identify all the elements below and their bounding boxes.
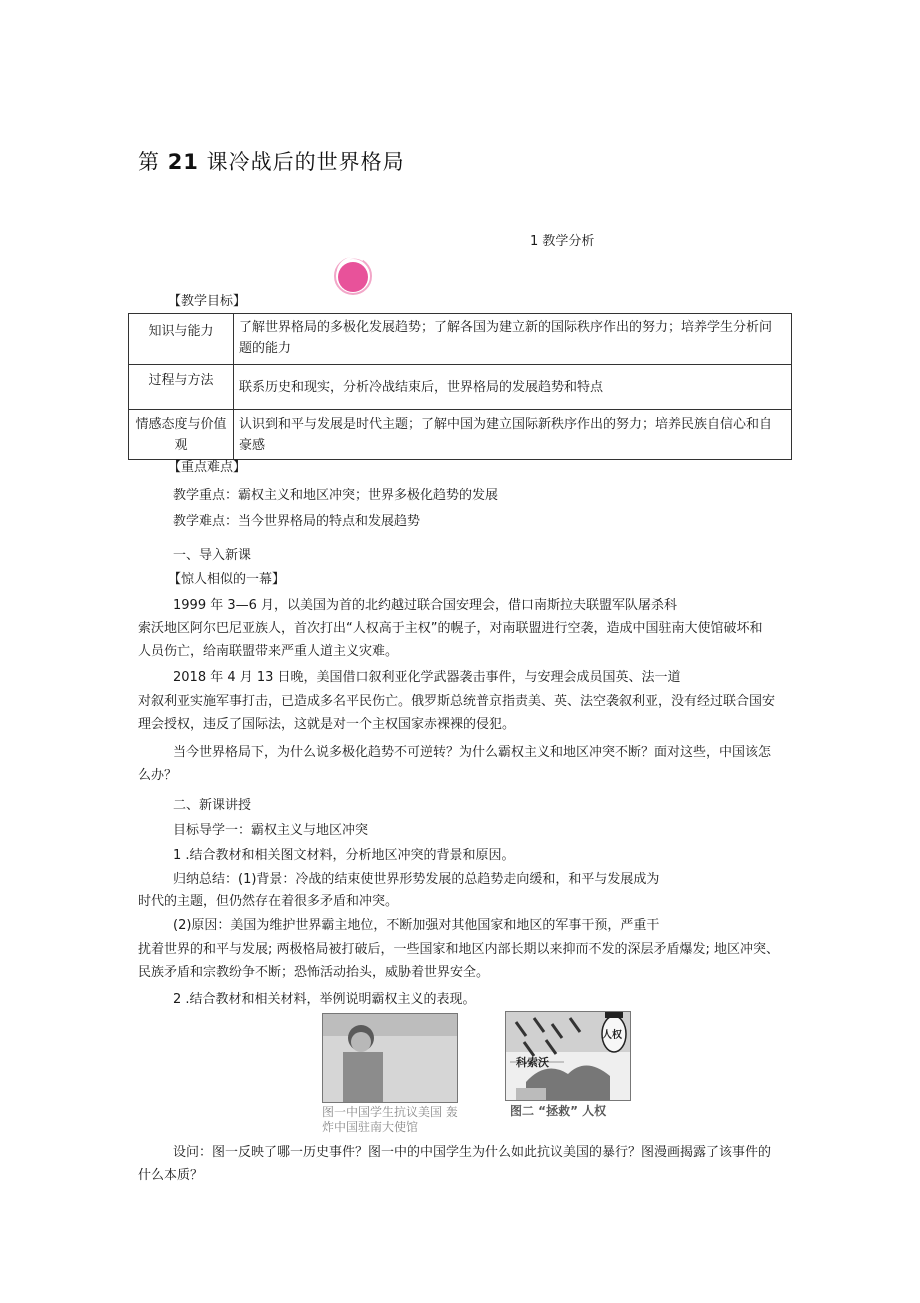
paragraph-line: 扰着世界的和平与发展; 两极格局被打破后，一些国家和地区内部长期以来抑而不发的深层矛盾爆发; 地区冲突、 (138, 942, 780, 957)
section-label: 1 教学分析 (530, 234, 595, 249)
protest-photo (322, 1013, 458, 1103)
intro-subheading: 【惊人相似的一幕】 (168, 572, 286, 587)
goal-label: 知识与能力 (129, 314, 234, 365)
paragraph-line: 理会授权，违反了国际法，这就是对一个主权国家赤裸裸的侵犯。 (138, 717, 516, 732)
paragraph-line: 当今世界格局下，为什么说多极化趋势不可逆转？为什么霸权主义和地区冲突不断？面对这些，中国该怎 (173, 745, 772, 760)
figure-1-caption: 图一中国学生抗议美国 轰 炸中国驻南大使馆 (322, 1105, 458, 1134)
keypoint-difficulty: 教学难点：当今世界格局的特点和发展趋势 (173, 514, 421, 529)
table-row (129, 365, 792, 410)
paragraph-line: 对叙利亚实施军事打击，已造成多名平民伤亡。俄罗斯总统普京指责美、英、法空袭叙利亚，没有经过联合国安 (138, 694, 776, 709)
paragraph-line: 2018 年 4 月 13 日晚，美国借口叙利亚化学武器袭击事件，与安理会成员国英、法一道 (173, 670, 681, 685)
paragraph-line: 归纳总结：(1)背景：冷战的结束使世界形势发展的总趋势走向缓和，和平与发展成为 (173, 872, 660, 887)
paragraph-line: 时代的主题，但仍然存在着很多矛盾和冲突。 (138, 894, 399, 909)
goal-label: 情感态度与价值 观 (129, 410, 234, 460)
intro-heading: 一、导入新课 (173, 548, 252, 563)
lesson-heading: 二、新课讲授 (173, 798, 252, 813)
paragraph-line: 人员伤亡，给南联盟带来严重人道主义灾难。 (138, 644, 399, 659)
paragraph-line: 设问：图一反映了哪一历史事件？图一中的中国学生为什么如此抗议美国的暴行？图漫画揭露了该事件的 (173, 1145, 772, 1160)
cartoon-label-human-rights: 人权 (602, 1030, 622, 1041)
page-title: 第 21 课冷战后的世界格局 (138, 150, 405, 174)
goal-text: 认识到和平与发展是时代主题；了解中国为建立国际新秩序作出的努力；培养民族自信心和自 豪感 (234, 410, 792, 460)
cartoon-label-kosovo: 科索沃 (516, 1056, 549, 1069)
pink-circle-logo-icon (333, 256, 373, 296)
goals-heading: 【教学目标】 (168, 294, 247, 309)
keypoint-focus: 教学重点：霸权主义和地区冲突；世界多极化趋势的发展 (173, 488, 499, 503)
goal-text: 了解世界格局的多极化发展趋势；了解各国为建立新的国际秩序作出的努力；培养学生分析问 题的能力 (234, 314, 792, 365)
paragraph-line: 索沃地区阿尔巴尼亚族人，首次打出“人权高于主权”的幌子，对南联盟进行空袭，造成中国驻南大使馆破坏和 (138, 621, 763, 636)
goal-text: 联系历史和现实，分析冷战结束后，世界格局的发展趋势和特点 (234, 365, 792, 410)
figure-2-caption: 图二 “拯救” 人权 (510, 1104, 607, 1118)
question-2: 2 .结合教材和相关材料，举例说明霸权主义的表现。 (173, 992, 476, 1007)
table-row (129, 314, 792, 365)
paragraph-line: 什么本质？ (138, 1168, 204, 1183)
question-1: 1 .结合教材和相关图文材料，分析地区冲突的背景和原因。 (173, 848, 515, 863)
paragraph-line: 民族矛盾和宗教纷争不断；恐怖活动抬头，威胁着世界安全。 (138, 965, 490, 980)
paragraph-line: 么办？ (138, 768, 178, 783)
paragraph-line: 1999 年 3—6 月，以美国为首的北约越过联合国安理会，借口南斯拉夫联盟军队屠杀科 (173, 598, 678, 613)
goal-guide-1: 目标导学一：霸权主义与地区冲突 (173, 823, 369, 838)
paragraph-line: (2)原因：美国为维护世界霸主地位，不断加强对其他国家和地区的军事干预，严重干 (173, 918, 660, 933)
table-row (129, 410, 792, 460)
teaching-goals-table (128, 313, 792, 460)
goal-label: 过程与方法 (129, 365, 234, 410)
keypoints-heading: 【重点难点】 (168, 460, 247, 475)
